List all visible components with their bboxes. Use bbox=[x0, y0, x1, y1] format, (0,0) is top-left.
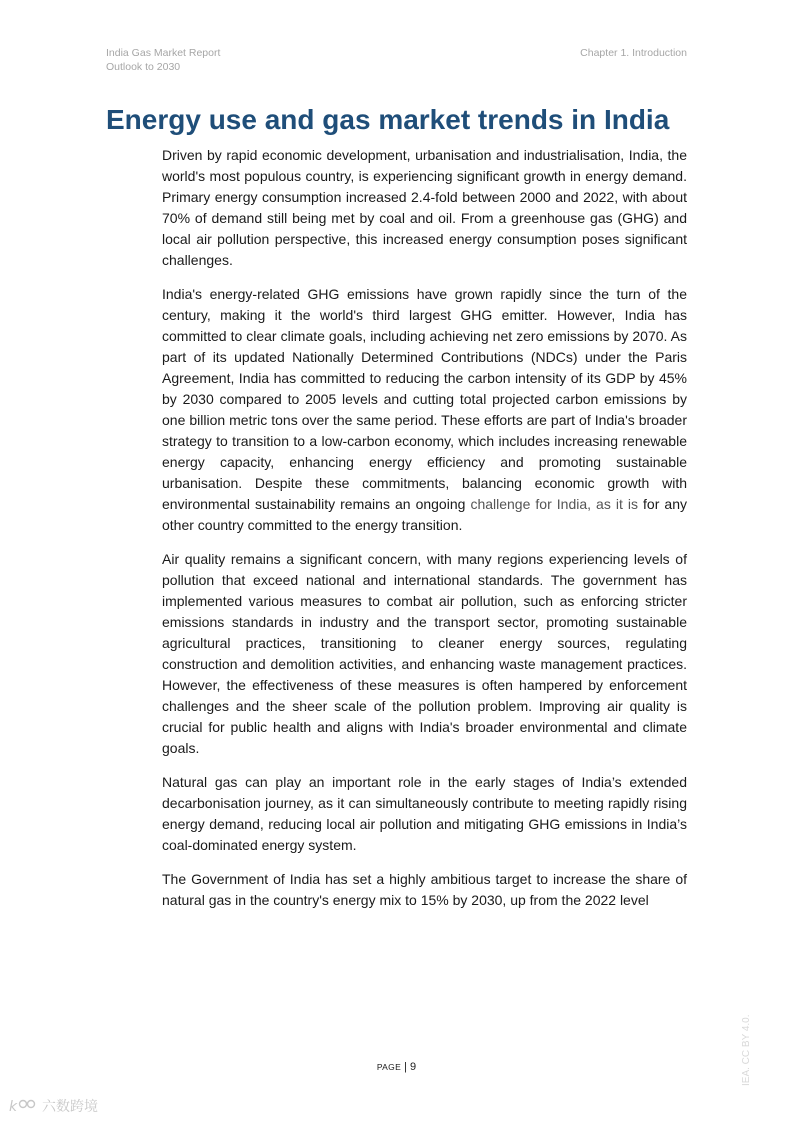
paragraph-2-main: India's energy-related GHG emissions have grown rapidly since the turn of the century, making it the world's third largest GHG emitter. However, India has committed to clear climate goals, including achieving net zero emissions by 2070. As part of its updated Nationally Determined Contributions (NDCs) under the Paris Agreement, India has committed to reducing the carbon intensity of its GDP by 45% by 2030 compared to 2005 levels and cutting total projected carbon emissions by one billion metric tons over the same period. These efforts are part of India's broader strategy to transition to a low-carbon economy, which includes increasing renewable energy capacity, enhancing energy efficiency and promoting sustainable urbanisation. Despite these commitments, balancing economic growth with environmental sustainability remains an ongoing bbox=[162, 286, 687, 512]
page-label: PAGE bbox=[376, 1062, 402, 1072]
report-title: India Gas Market Report bbox=[106, 47, 221, 59]
page-number bbox=[0, 1060, 793, 1074]
running-header-left bbox=[106, 47, 220, 74]
page-number-value: 9 bbox=[410, 1061, 417, 1073]
paragraph-1: Driven by rapid economic development, urbanisation and industrialisation, India, the world's most populous country, is experiencing significant growth in energy demand. Primary energy consumption increased 2.4-fold between 2000 and 2022, with about 70% of demand still being met by coal and oil. From a greenhouse gas (GHG) and local air pollution perspective, this increased energy consumption poses significant challenges. bbox=[162, 147, 687, 268]
paragraph-5: The Government of India has set a highly ambitious target to increase the share of natural gas in the country's energy mix to 15% by 2030, up from the 2022 level bbox=[162, 871, 687, 908]
license-notice bbox=[741, 1006, 759, 1086]
watermark-logo-icon bbox=[8, 1096, 38, 1116]
paragraph-4: Natural gas can play an important role in the early stages of India’s extended decarbonisation journey, as it can simultaneously contribute to meeting rapidly rising energy demand, reducing local air pollution and mitigating GHG emissions in India’s coal-dominated energy system. bbox=[162, 774, 687, 853]
body-text bbox=[162, 145, 687, 924]
paragraph-2-end: for any other country committed to the energy transition. bbox=[162, 496, 687, 533]
chapter-title: Chapter 1. Introduction bbox=[580, 47, 687, 59]
report-subtitle: Outlook to 2030 bbox=[106, 60, 181, 73]
section-heading: Energy use and gas market trends in India bbox=[106, 104, 670, 135]
running-header-right bbox=[580, 47, 687, 61]
svg-text:k: k bbox=[9, 1099, 18, 1115]
watermark bbox=[8, 1094, 108, 1118]
paragraph-3: Air quality remains a significant concern, with many regions experiencing levels of pollution that exceed national and international standards. The government has implemented various measures to combat air pollution, such as enforcing stricter emissions standards in industry and the transport sector, promoting sustainable agricultural practices, transitioning to cleaner energy sources, regulating construction and demolition activities, and enhancing waste management practices. However, the effectiveness of these measures is often hampered by enforcement challenges and the sheer scale of the pollution problem. Improving air quality is crucial for public health and aligns with India's broader environmental and climate goals. bbox=[162, 551, 687, 756]
paragraph-2 bbox=[162, 284, 687, 536]
page-separator: | bbox=[401, 1061, 411, 1073]
watermark-text: 六数跨境 bbox=[42, 1099, 98, 1115]
license-text: IEA. CC BY 4.0. bbox=[741, 1014, 752, 1086]
paragraph-2-grey-span: challenge for India, as it is bbox=[470, 496, 639, 512]
